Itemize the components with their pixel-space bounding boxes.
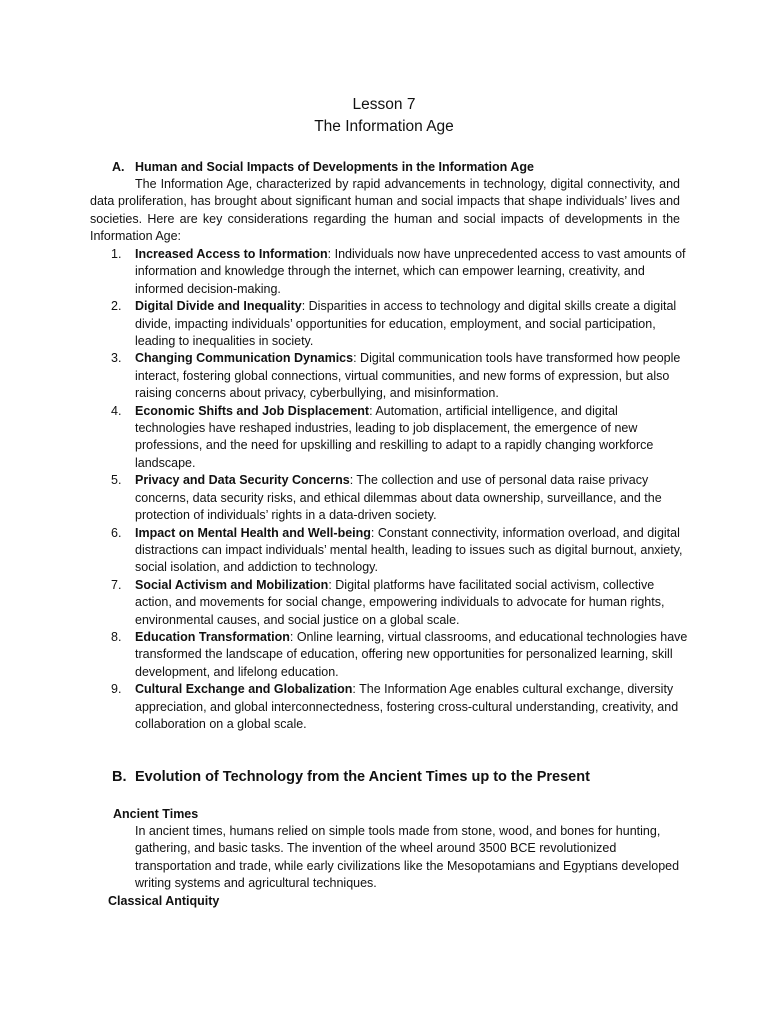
list-item-term: Digital Divide and Inequality xyxy=(135,299,302,314)
list-item-text: : Disparities in access to technology and digital skills create a digital divide, impacting individuals’ opportunities for education, employment, and social participation, leading to inequalities in society. xyxy=(135,299,677,349)
page-title: The Information Age xyxy=(314,118,454,135)
section-b-heading xyxy=(112,767,590,787)
list-item xyxy=(90,350,690,402)
list-item xyxy=(90,577,690,629)
impacts-list xyxy=(90,246,690,733)
list-item-text: : Constant connectivity, information overload, and digital distractions can impact individuals’ mental health, leading to issues such as digital burnout, anxiety, social isolation, and addiction to technology. xyxy=(135,525,683,575)
lesson-number: Lesson 7 xyxy=(352,96,416,113)
list-item-text: : Digital platforms have facilitated social activism, collective action, and movements for social change, empowering individuals to advocate for human rights, environmental causes, and social justice on a global scale. xyxy=(135,577,665,627)
list-item xyxy=(90,629,690,681)
list-item-number: 9. xyxy=(111,682,122,697)
section-b-letter: B. xyxy=(112,769,127,785)
list-item xyxy=(90,246,690,298)
list-item-term: Privacy and Data Security Concerns xyxy=(135,473,350,488)
section-a-heading xyxy=(112,158,534,176)
section-a-letter: A. xyxy=(112,160,125,174)
list-item-term: Increased Access to Information xyxy=(135,247,328,261)
list-item-number: 8. xyxy=(111,629,122,644)
list-item-text: : Digital communication tools have transformed how people interact, fostering global connections, virtual communities, and new forms of expression, but also raising concerns about privacy, cyberbullying, and misinformation. xyxy=(135,351,681,401)
section-a-title: Human and Social Impacts of Developments in the Information Age xyxy=(135,160,534,174)
list-item-term: Changing Communication Dynamics xyxy=(135,351,354,366)
list-item-text: : Automation, artificial intelligence, and digital technologies have reshaped industries, leading to job displacement, the emergence of new professions, and the need for upskilling and reskilling to adapt to a rapidly changing workforce landscape. xyxy=(135,403,654,470)
list-item-term: Impact on Mental Health and Well-being xyxy=(135,525,371,540)
list-item-text: : The collection and use of personal data raise privacy concerns, data security risks, and ethical dilemmas about data ownership, surveillance, and the protection of individuals’ rights in a data-driven society. xyxy=(135,473,662,523)
list-item-number: 4. xyxy=(111,403,122,418)
list-item-text: : Individuals now have unprecedented access to vast amounts of information and knowledge through the internet, which can empower learning, creativity, and informed decision-making. xyxy=(135,247,686,296)
list-item xyxy=(90,403,690,473)
list-item-term: Economic Shifts and Job Displacement xyxy=(135,403,370,418)
list-item-number: 2. xyxy=(111,299,122,314)
classical-antiquity-heading: Classical Antiquity xyxy=(108,894,220,908)
list-item-number: 3. xyxy=(111,351,122,366)
ancient-times-heading: Ancient Times xyxy=(113,807,199,821)
list-item xyxy=(90,298,690,350)
section-a-intro: The Information Age, characterized by rapid advancements in technology, digital connectivity, and data proliferation, has brought about significant human and social impacts that shape individuals’ lives and societies. Here are key considerations regarding the human and social impacts of developments in the Information Age: xyxy=(90,177,680,244)
list-item-term: Social Activism and Mobilization xyxy=(135,577,329,592)
list-item xyxy=(90,472,690,524)
list-item-number: 5. xyxy=(111,473,122,488)
list-item xyxy=(90,681,690,733)
list-item-text: : Online learning, virtual classrooms, and educational technologies have transformed the landscape of education, offering new opportunities for personalized learning, skill development, and lifelong education. xyxy=(135,629,688,679)
ancient-times-paragraph: In ancient times, humans relied on simple tools made from stone, wood, and bones for hunting, gathering, and basic tasks. The invention of the wheel around 3500 BCE revolutionized transportation and trade, while early civilizations like the Mesopotamians and Egyptians developed writing systems and agricultural techniques. xyxy=(135,824,680,891)
list-item-text: : The Information Age enables cultural exchange, diversity appreciation, and global interconnectedness, fostering cross-cultural understanding, creativity, and collaboration on a global scale. xyxy=(135,682,679,731)
section-b-title: Evolution of Technology from the Ancient Times up to the Present xyxy=(135,769,590,785)
list-item-term: Cultural Exchange and Globalization xyxy=(135,682,353,697)
list-item xyxy=(90,525,690,577)
list-item-number: 6. xyxy=(111,525,122,540)
list-item-number: 1. xyxy=(111,247,122,261)
list-item-term: Education Transformation xyxy=(135,629,290,644)
list-item-number: 7. xyxy=(111,577,122,592)
